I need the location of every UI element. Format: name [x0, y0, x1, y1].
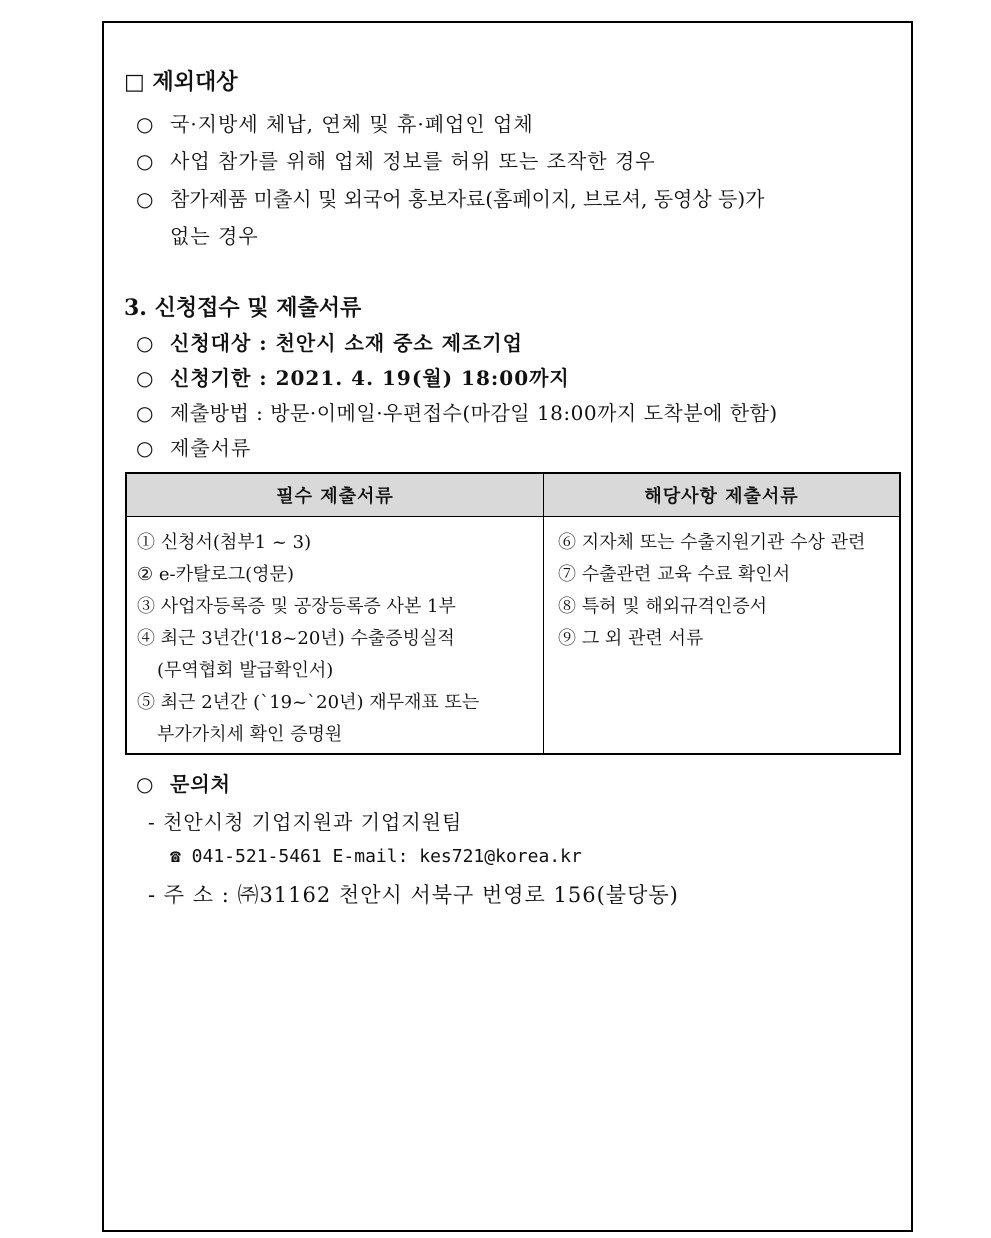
- table-header-optional: 해당사항 제출서류: [544, 473, 901, 517]
- list-item: ⑨ 그 외 관련 서류: [558, 628, 704, 649]
- submit-docs-label: ○ 제출서류: [136, 436, 252, 460]
- list-item: (무역협회 발급확인서): [157, 660, 334, 681]
- contact-address: - 주 소 : ㈜31162 천안시 서북구 번영로 156(불당동): [148, 883, 679, 907]
- apply-deadline: ○ 신청기한 : 2021. 4. 19(월) 18:00까지: [136, 366, 570, 390]
- apply-target: ○ 신청대상 : 천안시 소재 중소 제조기업: [136, 331, 523, 355]
- list-item: ④ 최근 3년간('18~20년) 수출증빙실적: [137, 628, 455, 649]
- list-item: 부가가치세 확인 증명원: [157, 724, 343, 745]
- bullet-icon: ○: [136, 112, 155, 136]
- submit-method: ○ 제출방법 : 방문·이메일·우편접수(마감일 18:00까지 도착분에 한함): [136, 401, 778, 425]
- bullet-icon: ○: [136, 436, 155, 460]
- table-header-required: 필수 제출서류: [126, 473, 544, 517]
- list-item: ② e-카탈로그(영문): [137, 564, 294, 585]
- documents-table: [125, 472, 901, 755]
- optional-docs-cell: [544, 517, 901, 755]
- table-header-row: [126, 473, 900, 517]
- list-item: ③ 사업자등록증 및 공장등록증 사본 1부: [137, 596, 456, 617]
- contact-phone-email: ☎ 041-521-5461 E-mail: kes721@korea.kr: [170, 846, 582, 867]
- section-title: 3. 신청접수 및 제출서류: [124, 295, 362, 321]
- contact-department: - 천안시청 기업지원과 기업지원팀: [148, 810, 463, 834]
- list-item: ① 신청서(첨부1 ~ 3): [137, 532, 312, 553]
- list-item: ⑤ 최근 2년간 (`19~`20년) 재무재표 또는: [137, 692, 480, 713]
- exclusion-item: ○ 사업 참가를 위해 업체 정보를 허위 또는 조작한 경우: [136, 149, 656, 173]
- exclusion-item: ○ 국·지방세 체납, 연체 및 휴·폐업인 업체: [136, 112, 534, 136]
- list-item: ⑥ 지자체 또는 수출지원기관 수상 관련: [558, 532, 866, 553]
- bullet-icon: ○: [136, 401, 155, 425]
- table-row: [126, 517, 900, 755]
- bullet-icon: ○: [136, 331, 155, 355]
- bullet-icon: ○: [136, 149, 155, 173]
- bullet-icon: ○: [136, 772, 155, 796]
- contact-label: ○ 문의처: [136, 772, 231, 796]
- list-item: ⑧ 특허 및 해외규격인증서: [558, 596, 768, 617]
- required-docs-cell: [126, 517, 544, 755]
- exclusion-item: ○ 참가제품 미출시 및 외국어 홍보자료(홈페이지, 브로셔, 동영상 등)가: [136, 187, 765, 211]
- list-item: ⑦ 수출관련 교육 수료 확인서: [558, 564, 791, 585]
- exclusion-item-continuation: 없는 경우: [170, 224, 259, 248]
- bullet-icon: ○: [136, 187, 155, 211]
- exclusion-heading: □ 제외대상: [124, 69, 238, 95]
- bullet-icon: ○: [136, 366, 155, 390]
